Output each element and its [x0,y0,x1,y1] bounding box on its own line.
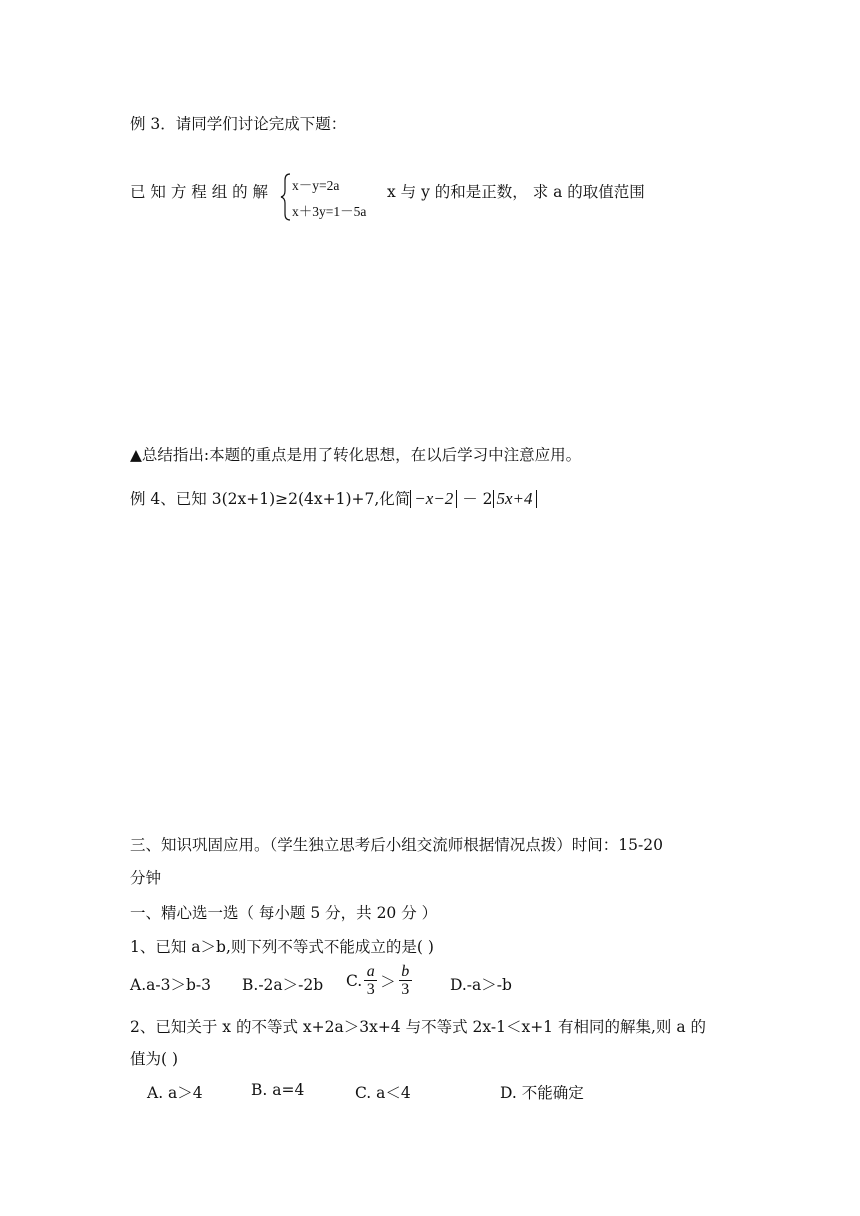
q1-option-c [346,963,414,998]
abs-expression-1: −x−2 [410,490,457,508]
q2-option-a: A. a＞4 [147,1084,203,1102]
fraction-numerator: a [366,963,375,980]
example3-prefix: 已 知 方 程 组 的 解 [130,183,269,201]
q1-option-d: D.-a＞-b [450,976,512,994]
q2-stem-line1: 2、已知关于 x 的不等式 x+2a＞3x+4 与不等式 2x-1＜x+1 有相同的解集,则 a 的 [130,1018,706,1036]
q1-stem: 1、已知 a＞b,则下列不等式不能成立的是( ) [130,938,434,956]
q1-option-c-label: C. [346,971,363,990]
example3-suffix: x 与 y 的和是正数， 求 a 的取值范围 [387,183,645,201]
equation-system [280,172,400,222]
abs-expression-2: 5x+4 [493,490,537,508]
q2-option-d: D. 不能确定 [500,1084,584,1102]
fraction-a-over-3 [364,963,377,998]
section3-line1: 三、知识巩固应用。（学生独立思考后小组交流师根据情况点拨）时间：15-20 [130,836,663,854]
q2-option-c: C. a＜4 [355,1084,411,1102]
example3-heading: 例 3．请同学们讨论完成下题： [130,115,347,133]
q1-option-b: B.-2a＞-2b [242,976,324,994]
left-brace-icon [280,172,292,222]
q1-option-a: A.a-3＞b-3 [130,976,211,994]
fraction-denominator: 3 [401,981,410,998]
summary-note: ▲总结指出:本题的重点是用了转化思想，在以后学习中注意应用。 [130,446,582,464]
example4-minus: － 2 [457,490,493,508]
q2-stem-line2: 值为( ) [130,1050,179,1068]
section3-line2: 分钟 [130,869,162,887]
fraction-numerator: b [401,963,410,980]
fraction-b-over-3 [399,963,412,998]
fraction-denominator: 3 [366,981,375,998]
example4-text: 例 4、已知 3(2x+1)≥2(4x+1)+7,化简 [130,490,411,508]
part1-heading: 一、精心选一选（ 每小题 5 分，共 20 分 ） [130,904,438,922]
example4-line [130,487,537,509]
equation-1: x－y=2a [292,178,340,193]
q2-option-b: B. a=4 [251,1081,305,1099]
greater-than-sign: ＞ [380,972,396,991]
equation-2: x＋3y=1－5a [292,204,367,219]
